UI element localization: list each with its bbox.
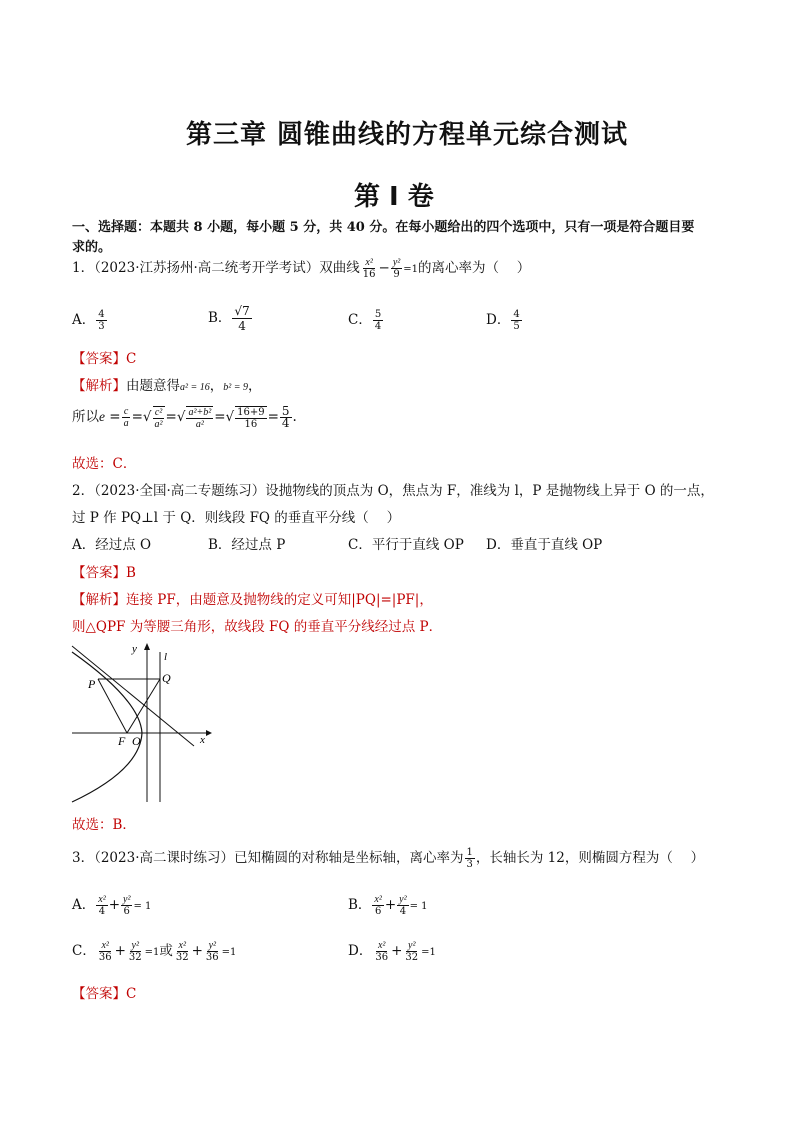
label-O: O [132,734,141,748]
q1-analysis-formula: 所以e = $\frac{c}{a}$ =√ $\frac{\text{c²}}{\text{a²}}$ =√ $\frac{\text{a²+b²}}{\text{a²}}$ =√ $\frac{16+9}{16}$ = $\frac{5}{4}$ . [72,404,297,430]
volume-title: 第 I 卷 [354,182,434,212]
q3-option-b: B． $\frac{\text{x²}}{6}$ + $\frac{\text{y²}}{4}$ = 1 [348,894,428,917]
q1-answer: 【答案】C [72,351,137,367]
q2-option-c: C．平行于直线 OP [348,537,464,553]
section-header-line1: 一、选择题：本题共 8 小题，每小题 5 分，共 40 分。在每小题给出的四个选项中，只有一项是符合题目要 [72,220,695,235]
bisector-line [72,646,194,746]
x-axis-arrow [206,730,212,736]
q1-stem-a: 1．（2023·江苏扬州·高二统考开学考试）双曲线 [72,260,360,276]
label-Q: Q [162,671,171,685]
segment-FQ [127,679,160,733]
label-y: y [132,643,137,655]
q1-option-a: A． $\frac{4}{3}$ [72,309,105,332]
q1-stem: 1．（2023·江苏扬州·高二统考开学考试）双曲线 $\frac{\text{x²}}{16}$ − $\frac{\text{y²}}{9}$ =1的离心率为（ ） [72,257,531,280]
page-title: 第三章 圆锥曲线的方程单元综合测试 [186,120,629,150]
q1-stem-b: 的离心率为（ ） [418,260,531,276]
q2-analysis-line1: 【解析】连接 PF，由题意及抛物线的定义可知|PQ|=|PF|， [72,592,433,608]
q1-option-d: D． $\frac{4}{5}$ [486,309,520,332]
q2-analysis-line2: 则△QPF 为等腰三角形，故线段 FQ 的垂直平分线经过点 P． [72,619,443,635]
q2-stem-line2: 过 P 作 PQ⊥l 于 Q．则线段 FQ 的垂直平分线（ ） [72,510,401,526]
q1-frac-y: $\frac{\text{y²}}{9}$ [392,257,401,280]
label-P: P [88,677,96,691]
q2-answer: 【答案】B [72,565,136,581]
q3-stem: 3．（2023·高二课时练习）已知椭圆的对称轴是坐标轴，离心率为 $\frac{1}{3}$ ，长轴长为 12，则椭圆方程为（ ） [72,847,705,870]
label-x: x [200,734,205,746]
q3-answer: 【答案】C [72,986,137,1002]
q2-stem-line1: 2．（2023·全国·高二专题练习）设抛物线的顶点为 O，焦点为 F，准线为 l，P 是抛物线上异于 O 的一点， [72,483,714,499]
q2-conclusion: 故选：B． [72,817,136,833]
label-F: F [118,734,126,748]
q2-option-a: A．经过点 O [72,537,152,553]
q1-conclusion: 故选：C． [72,456,137,472]
q1-option-b: B． $\frac{√7}{4}$ [208,304,250,333]
q1-analysis: 【解析】由题意得a² = 16，b² = 9， [72,378,262,394]
q1-option-c: C． $\frac{5}{4}$ [348,309,382,332]
q1-frac-x: $\frac{\text{x²}}{16}$ [362,257,376,280]
q3-option-a: A． $\frac{\text{x²}}{4}$ + $\frac{\text{y²}}{6}$ = 1 [72,894,152,917]
label-l: l [164,651,168,663]
q2-parabola-figure [70,640,220,805]
section-header-line2: 求的。 [72,240,112,255]
q2-option-d: D．垂直于直线 OP [486,537,603,553]
y-axis-arrow [144,643,150,650]
q3-option-c: C． $\frac{\text{x²}}{36}$ + $\frac{\text{y²}}{32}$ =1或 $\frac{\text{x²}}{32}$ + $\frac{\text{y²}}{36}$ =1 [72,940,237,963]
q2-option-b: B．经过点 P [208,537,286,553]
q3-option-d: D． $\frac{\text{x²}}{36}$ + $\frac{\text{y²}}{32}$ =1 [348,940,436,963]
